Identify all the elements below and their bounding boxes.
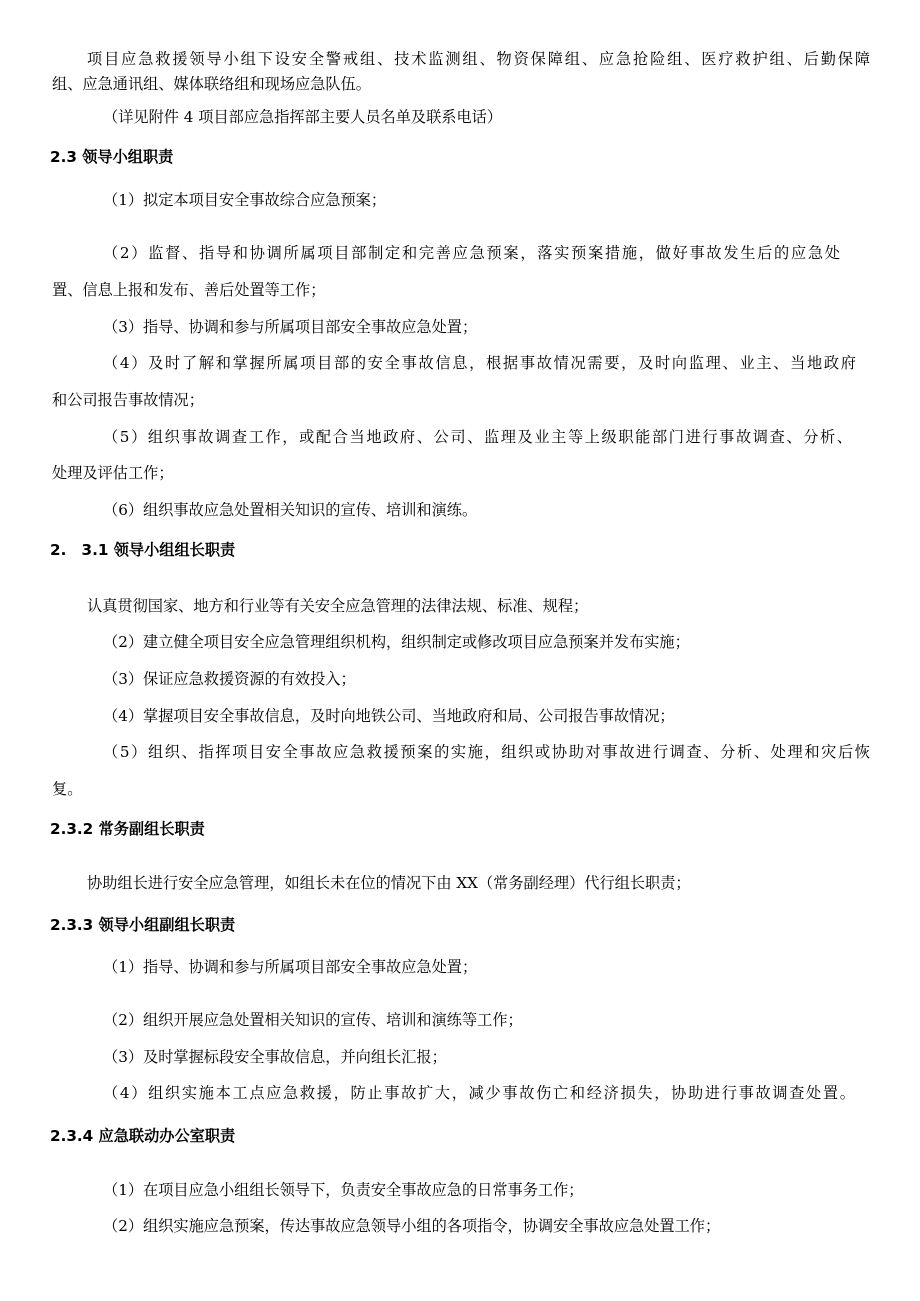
list-item: （2）组织开展应急处置相关知识的宣传、培训和演练等工作；: [103, 1011, 523, 1029]
intro-note: （详见附件 4 项目部应急指挥部主要人员名单及联系电话）: [103, 108, 503, 126]
list-item: （5）组织、指挥项目安全事故应急救援预案的实施，组织或协助对事故进行调查、分析、处理和灾后恢: [103, 743, 870, 761]
list-item: （4）掌握项目安全事故信息，及时向地铁公司、当地政府和局、公司报告事故情况；: [103, 707, 675, 725]
list-item: （2）组织实施应急预案，传达事故应急领导小组的各项指令，协调安全事故应急处置工作；: [103, 1217, 721, 1235]
list-item: 协助组长进行安全应急管理，如组长未在位的情况下由 XX（常务副经理）代行组长职责；: [87, 874, 691, 892]
section-heading-2-3-1: 2. 3.1 领导小组组长职责: [50, 541, 236, 559]
list-item: （1）在项目应急小组组长领导下，负责安全事故应急的日常事务工作；: [103, 1181, 584, 1199]
list-item: （5）组织事故调查工作，或配合当地政府、公司、监理及业主等上级职能部门进行事故调查、分析、: [103, 428, 852, 446]
list-item: （4）组织实施本工点应急救援，防止事故扩大，减少事故伤亡和经济损失，协助进行事故调查处置。: [103, 1084, 855, 1102]
list-item: （3）及时掌握标段安全事故信息，并向组长汇报；: [103, 1048, 447, 1066]
intro-paragraph-line-2: 组、应急通讯组、媒体联络组和现场应急队伍。: [52, 75, 371, 93]
section-heading-2-3-3: 2.3.3 领导小组副组长职责: [50, 916, 236, 934]
intro-paragraph-line-1: 项目应急救援领导小组下设安全警戒组、技术监测组、物资保障组、应急抢险组、医疗救护组、后勤保障: [87, 50, 870, 68]
list-item: （2）监督、指导和协调所属项目部制定和完善应急预案，落实预案措施，做好事故发生后的应急处: [103, 244, 840, 262]
list-item: （2）建立健全项目安全应急管理组织机构，组织制定或修改项目应急预案并发布实施；: [103, 633, 690, 651]
list-item: （1）拟定本项目安全事故综合应急预案；: [103, 191, 387, 209]
list-item: （3）保证应急救援资源的有效投入；: [103, 670, 356, 688]
list-item-continuation: 复。: [52, 780, 83, 798]
section-heading-2-3-2: 2.3.2 常务副组长职责: [50, 820, 205, 838]
section-heading-2-3-4: 2.3.4 应急联动办公室职责: [50, 1127, 236, 1145]
list-item: 认真贯彻国家、地方和行业等有关安全应急管理的法律法规、标准、规程；: [87, 597, 589, 615]
list-item-continuation: 和公司报告事故情况；: [52, 391, 204, 409]
list-item: （1）指导、协调和参与所属项目部安全事故应急处置；: [103, 958, 478, 976]
list-item: （4）及时了解和掌握所属项目部的安全事故信息，根据事故情况需要，及时向监理、业主、当地政府: [103, 354, 856, 372]
list-item-continuation: 置、信息上报和发布、善后处置等工作；: [52, 281, 326, 299]
section-heading-2-3: 2.3 领导小组职责: [50, 148, 174, 166]
list-item: （3）指导、协调和参与所属项目部安全事故应急处置；: [103, 318, 478, 336]
list-item: （6）组织事故应急处置相关知识的宣传、培训和演练。: [103, 501, 478, 519]
list-item-continuation: 处理及评估工作；: [52, 464, 174, 482]
